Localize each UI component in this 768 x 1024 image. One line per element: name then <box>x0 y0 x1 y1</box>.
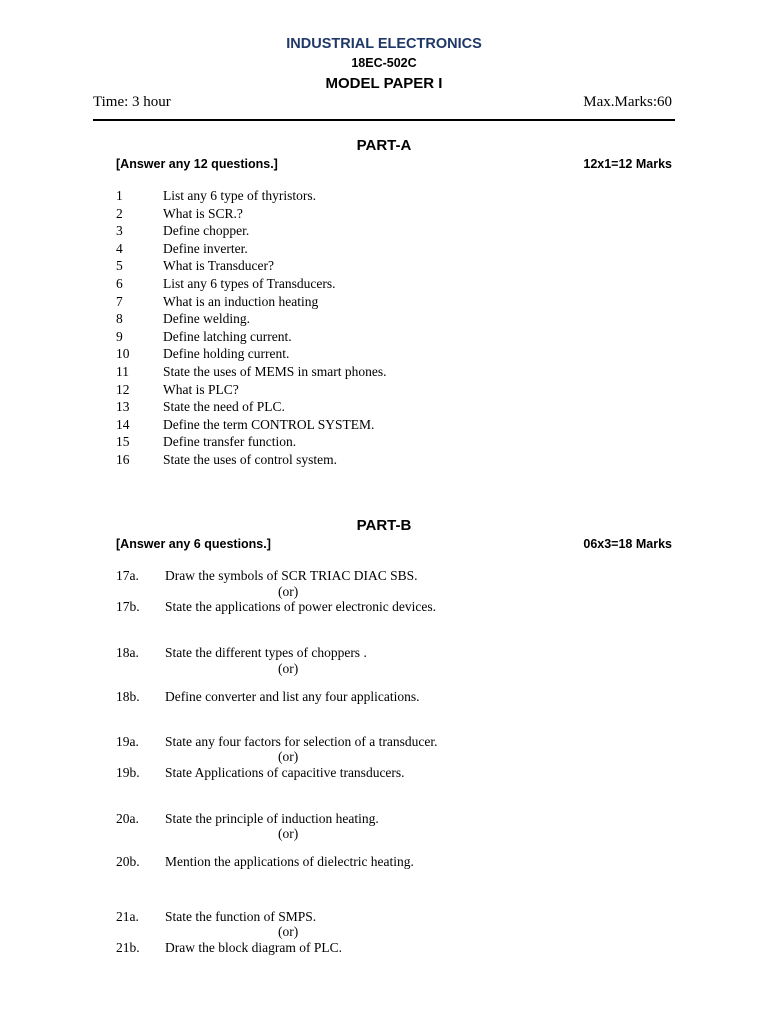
question-text: State the applications of power electronic devices. <box>165 598 437 614</box>
part-b-marks: 06x3=18 Marks <box>583 537 672 551</box>
time-label: Time: 3 hour <box>93 94 171 110</box>
question-number: 20b. <box>116 853 140 869</box>
question-number: 1 <box>116 188 123 203</box>
or-separator: (or) <box>278 583 299 599</box>
question-number: 9 <box>116 328 123 344</box>
question-text: Draw the block diagram of PLC. <box>165 939 342 955</box>
question-number: 7 <box>116 293 123 309</box>
question-number: 17b. <box>116 598 140 614</box>
question-text: State the principle of induction heating. <box>165 810 379 826</box>
part-b-heading: PART-B <box>356 517 412 534</box>
question-text: Define the term CONTROL SYSTEM. <box>163 416 375 432</box>
question-number: 19a. <box>116 733 139 749</box>
question-number: 4 <box>116 240 123 256</box>
question-text: What is an induction heating <box>163 293 319 309</box>
question-text: State the uses of control system. <box>163 452 337 467</box>
question-number: 14 <box>116 416 130 432</box>
question-text: State the different types of choppers . <box>165 644 367 660</box>
part-a-marks: 12x1=12 Marks <box>583 157 672 171</box>
paper-title: INDUSTRIAL ELECTRONICS <box>286 36 482 52</box>
question-text: What is SCR.? <box>163 205 243 221</box>
question-number: 2 <box>116 205 123 221</box>
or-separator: (or) <box>278 924 299 939</box>
question-number: 20a. <box>116 810 139 826</box>
max-marks-label: Max.Marks:60 <box>583 94 672 110</box>
question-number: 11 <box>116 364 129 379</box>
question-text: Define holding current. <box>163 346 290 362</box>
question-text: State the function of SMPS. <box>165 908 317 924</box>
course-code: 18EC-502C <box>351 56 417 70</box>
question-text: Define inverter. <box>163 240 248 256</box>
paper-name: MODEL PAPER I <box>325 75 443 92</box>
question-number: 21a. <box>116 908 139 924</box>
question-number: 10 <box>116 346 130 362</box>
question-text: What is Transducer? <box>163 258 274 274</box>
question-text: List any 6 type of thyristors. <box>163 188 316 203</box>
part-a-instruction: [Answer any 12 questions.] <box>116 157 278 171</box>
question-number: 19b. <box>116 764 140 780</box>
question-text: List any 6 types of Transducers. <box>163 276 336 291</box>
question-text: Define converter and list any four applications. <box>165 688 420 704</box>
question-text: Draw the symbols of SCR TRIAC DIAC SBS. <box>165 568 418 583</box>
question-text: Define welding. <box>163 311 250 327</box>
or-separator: (or) <box>278 826 299 841</box>
or-separator: (or) <box>278 749 299 764</box>
question-text: State the need of PLC. <box>163 399 285 415</box>
question-number: 5 <box>116 258 123 274</box>
question-number: 18a. <box>116 644 139 660</box>
question-number: 8 <box>116 311 123 327</box>
part-b-instruction: [Answer any 6 questions.] <box>116 537 271 551</box>
question-text: Mention the applications of dielectric heating. <box>165 853 414 869</box>
question-number: 6 <box>116 276 123 291</box>
question-text: What is PLC? <box>163 381 239 397</box>
question-number: 12 <box>116 381 130 397</box>
question-number: 15 <box>116 434 130 450</box>
part-a-heading: PART-A <box>356 137 412 154</box>
question-number: 17a. <box>116 568 139 583</box>
question-text: Define latching current. <box>163 328 292 344</box>
question-number: 13 <box>116 399 130 415</box>
question-text: State the uses of MEMS in smart phones. <box>163 364 387 379</box>
or-separator: (or) <box>278 660 299 676</box>
question-number: 18b. <box>116 688 140 704</box>
question-number: 21b. <box>116 939 140 955</box>
question-number: 3 <box>116 223 123 239</box>
question-text: Define chopper. <box>163 223 250 239</box>
question-text: State any four factors for selection of a transducer. <box>165 733 438 749</box>
question-number: 16 <box>116 452 130 467</box>
question-text: State Applications of capacitive transducers. <box>165 764 405 780</box>
header-divider <box>93 119 675 121</box>
question-text: Define transfer function. <box>163 434 297 450</box>
